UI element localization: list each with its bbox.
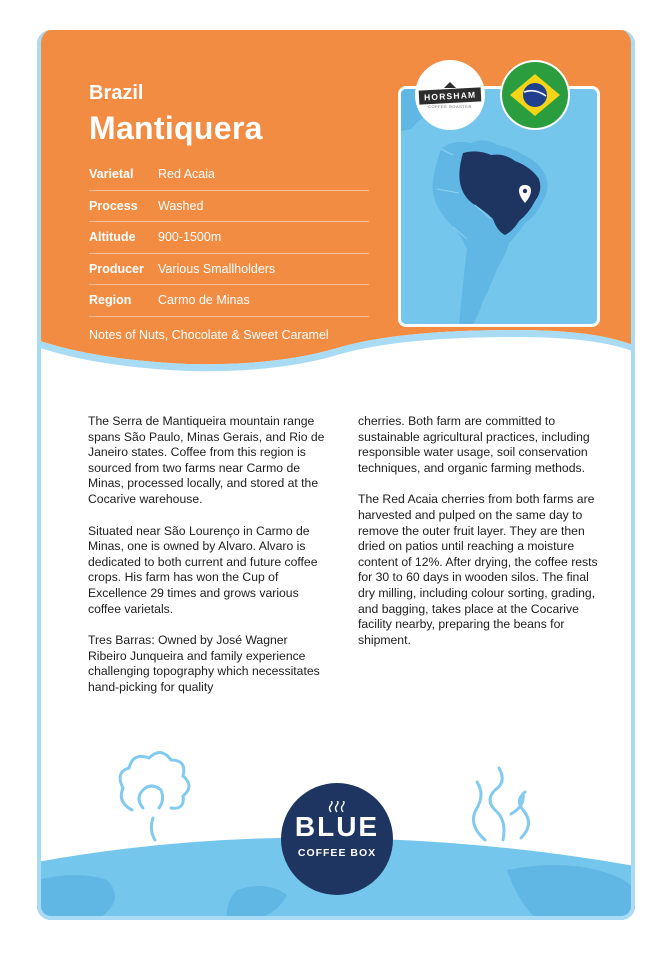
attribute-row xyxy=(89,159,369,191)
attribute-value: 900-1500m xyxy=(158,230,222,245)
attribute-value: Washed xyxy=(158,198,204,213)
attribute-value: Various Smallholders xyxy=(158,261,276,276)
description-column-right xyxy=(358,414,598,664)
steam-icon xyxy=(473,768,528,840)
country-label: Brazil xyxy=(89,82,144,104)
paragraph: cherries. Both farm are committed to sustainable agricultural practices, including responsible water usage, soil conservation techniques, and organic farming methods. xyxy=(358,414,590,475)
attribute-value: Carmo de Minas xyxy=(158,293,250,308)
attribute-label: Region xyxy=(89,293,132,308)
attributes-list xyxy=(89,159,369,317)
paragraph: Situated near São Lourenço in Carmo de Minas, one is owned by Alvaro. Alvaro is dedicated to both current and future coffee crops. His farm has won the Cup of Excellence 29 times and grows various coffee varietals. xyxy=(88,523,318,616)
brazil-flag-icon xyxy=(500,60,570,130)
description-column-left xyxy=(88,414,328,712)
logo-title: BLUE xyxy=(294,811,380,842)
paragraph: The Red Acaia cherries from both farms are harvested and pulped on the same day to remove the outer fruit layer. They are then dried on patios until reaching a moisture content of 12%. After drying, the coffee rests for 30 to 60 days in wooden silos. The final dry milling, including colour sorting, grading, and bagging, takes place at the Cocarive facility nearby, preparing the beans for shipment. xyxy=(358,492,598,647)
attribute-label: Varietal xyxy=(89,167,134,182)
attribute-label: Process xyxy=(89,198,138,213)
attribute-value: Red Acaia xyxy=(158,167,215,182)
attribute-row xyxy=(89,285,369,317)
roaster-subtitle: COFFEE ROASTER xyxy=(428,104,472,109)
paragraph: Tres Barras: Owned by José Wagner Ribeiro Junqueira and family experience challenging topography which necessitates hand-picking for quality xyxy=(88,633,320,694)
steam-icon xyxy=(120,752,189,840)
tasting-notes: Notes of Nuts, Chocolate & Sweet Caramel xyxy=(89,328,329,342)
attribute-row xyxy=(89,254,369,286)
attribute-label: Altitude xyxy=(89,230,136,245)
roaster-badge xyxy=(415,60,485,130)
logo-subtitle: COFFEE BOX xyxy=(297,847,377,859)
attribute-row xyxy=(89,191,369,223)
attribute-label: Producer xyxy=(89,261,144,276)
paragraph: The Serra de Mantiqueira mountain range spans São Paulo, Minas Gerais, and Rio de Janeiro states. Coffee from this region is sourced from two farms near Carmo de Minas, processed locally, and stored at the Cocarive warehouse. xyxy=(88,414,325,506)
roaster-name: HORSHAM xyxy=(419,87,482,104)
coffee-name: Mantiquera xyxy=(89,110,263,146)
blue-coffee-box-logo xyxy=(281,783,393,895)
attribute-row xyxy=(89,222,369,254)
coffee-card xyxy=(37,30,635,920)
